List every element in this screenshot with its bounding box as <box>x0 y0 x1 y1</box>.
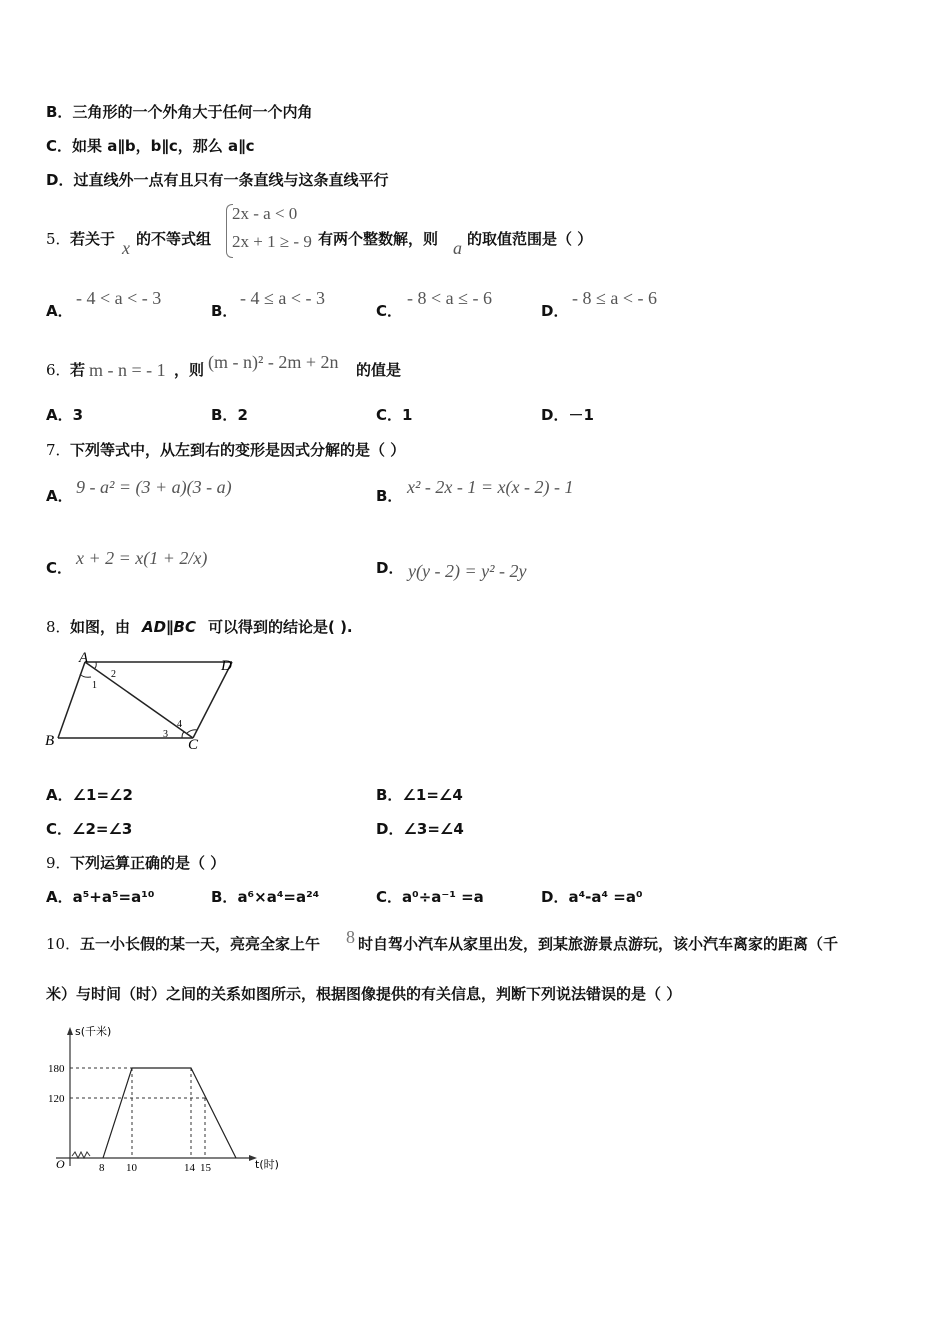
q6-option-b <box>211 405 248 425</box>
angle-label-2: 2 <box>111 669 116 680</box>
q5-text-end: 的取值范围是（ ） <box>467 230 593 248</box>
angle-label-3: 3 <box>163 729 168 740</box>
option-text: a⁵+a⁵=a¹⁰ <box>72 888 155 906</box>
x-tick-10: 10 <box>126 1162 137 1174</box>
vertex-b: B <box>45 733 55 749</box>
q5-option-c-letter: C． <box>376 302 403 320</box>
q5-option-c-expr: - 8 < a ≤ - 6 <box>407 288 493 308</box>
x-tick-8: 8 <box>99 1162 105 1174</box>
q7-option-a-expr: 9 - a² = (3 + a)(3 - a) <box>76 477 232 497</box>
q4-option-c <box>46 136 254 156</box>
q8-option-c <box>46 819 132 839</box>
option-text: ∠1=∠2 <box>72 786 133 804</box>
option-letter: B． <box>376 786 403 804</box>
option-letter: A． <box>46 786 73 804</box>
q6-option-a <box>46 405 83 425</box>
q6-number: 6． <box>46 361 71 379</box>
x-tick-15: 15 <box>200 1162 211 1174</box>
q5-option-b-expr: - 4 ≤ a < - 3 <box>240 288 326 308</box>
vertex-c: C <box>188 737 199 753</box>
angle-label-1: 1 <box>92 680 97 691</box>
q6-text-mid: ，则 <box>174 361 205 379</box>
option-text: a⁶×a⁴=a²⁴ <box>237 888 320 906</box>
q7-option-c-letter: C． <box>46 559 73 577</box>
x-tick-14: 14 <box>184 1162 195 1174</box>
option-letter: D． <box>376 820 404 838</box>
option-letter: D． <box>541 888 569 906</box>
q6-text-pre: 若 <box>70 361 86 379</box>
q7-option-c-text: x + 2 = x(1 + 2/x) <box>76 548 208 568</box>
q5-option-d-letter: D． <box>541 302 569 320</box>
option-letter: B． <box>211 888 238 906</box>
q5-var-a: a <box>453 238 462 258</box>
option-text: 如果 a∥b，b∥c，那么 a∥c <box>72 137 255 155</box>
distance-time-graph <box>48 1018 293 1178</box>
q5-option-a-expr: - 4 < a < - 3 <box>76 288 162 308</box>
q8-option-d <box>376 819 464 839</box>
q7-option-b-expr: x² - 2x - 1 = x(x - 2) - 1 <box>407 477 574 497</box>
q7-option-d-expr: y(y - 2) = y² - 2y <box>408 561 527 581</box>
option-value: 2 <box>237 406 248 424</box>
option-letter: A． <box>46 888 73 906</box>
q9-option-c <box>376 887 484 907</box>
q6-expression: (m - n)² - 2m + 2n <box>208 352 339 372</box>
q9-option-a <box>46 887 154 907</box>
q6-text-end: 的值是 <box>356 361 402 379</box>
q5-text-post: 有两个整数解，则 <box>318 230 439 248</box>
x-axis-label: t(时) <box>255 1158 279 1171</box>
origin-label: O <box>56 1157 65 1171</box>
q5-inequality-1: 2x - a < 0 <box>232 204 298 223</box>
vertex-a: A <box>79 650 89 666</box>
q5-number: 5． <box>46 230 71 248</box>
q10-hour: 8 <box>346 927 355 947</box>
angle-label-4: 4 <box>177 719 182 730</box>
option-letter: C． <box>46 137 73 155</box>
option-text: 过直线外一点有且只有一条直线与这条直线平行 <box>73 171 389 189</box>
q5-text-mid: 的不等式组 <box>136 230 212 248</box>
q8-text-pre: 如图，由 <box>70 618 131 636</box>
option-value: 3 <box>72 406 84 424</box>
q7-stem: 下列等式中，从左到右的变形是因式分解的是（ ） <box>70 441 406 459</box>
option-letter: B． <box>211 406 238 424</box>
q8-condition: AD∥BC <box>142 618 197 636</box>
option-letter: A． <box>46 406 73 424</box>
q4-option-b <box>46 102 312 122</box>
q10-line2: 米）与时间（时）之间的关系如图所示，根据图像提供的有关信息，判断下列说法错误的是（ ） <box>46 985 682 1003</box>
y-tick-120: 120 <box>48 1093 65 1105</box>
q9-option-b <box>211 887 319 907</box>
q6-condition: m - n = - 1 <box>89 360 166 380</box>
q5-var-x: x <box>122 238 130 258</box>
parallelogram-figure <box>40 650 250 755</box>
distance-line <box>103 1068 236 1158</box>
option-letter: B． <box>46 103 73 121</box>
vertex-d: D <box>221 658 232 674</box>
option-letter: C． <box>46 820 73 838</box>
q10-line1-a: 五一小长假的某一天，亮亮全家上午 <box>80 935 321 953</box>
q6-option-d <box>541 405 594 425</box>
q5-option-b-letter: B． <box>211 302 238 320</box>
y-axis-arrow <box>67 1027 73 1035</box>
option-text: ∠3=∠4 <box>403 820 464 838</box>
q5-option-a-letter: A． <box>46 302 73 320</box>
q9-number: 9． <box>46 854 71 872</box>
q8-number: 8． <box>46 618 71 636</box>
q9-stem: 下列运算正确的是（ ） <box>70 854 226 872</box>
q7-option-c-expr <box>76 535 206 581</box>
q5-inequality-2: 2x + 1 ≥ - 9 <box>232 232 312 251</box>
option-letter: D． <box>541 406 569 424</box>
option-letter: D． <box>46 171 74 189</box>
option-text: 三角形的一个外角大于任何一个内角 <box>72 103 313 121</box>
q10-number: 10． <box>46 935 81 953</box>
q7-number: 7． <box>46 441 71 459</box>
option-text: a⁴-a⁴ =a⁰ <box>568 888 643 906</box>
q7-option-d-letter: D． <box>376 559 404 577</box>
axis-break <box>72 1152 90 1158</box>
option-text: ∠1=∠4 <box>402 786 463 804</box>
q8-text-end: 可以得到的结论是( ). <box>208 618 353 636</box>
option-value: 1 <box>402 406 413 424</box>
q8-option-b <box>376 785 463 805</box>
q4-option-d <box>46 170 388 190</box>
option-text: ∠2=∠3 <box>72 820 133 838</box>
y-axis-label: s(千米) <box>75 1025 112 1038</box>
option-text: a⁰÷a⁻¹ =a <box>402 888 484 906</box>
q5-text-pre: 若关于 <box>70 230 116 248</box>
option-letter: C． <box>376 888 403 906</box>
q9-option-d <box>541 887 643 907</box>
q7-option-b-letter: B． <box>376 487 403 505</box>
q5-option-d-expr: - 8 ≤ a < - 6 <box>572 288 658 308</box>
q8-option-a <box>46 785 133 805</box>
side-ab <box>58 662 85 738</box>
q10-line1-b: 时自驾小汽车从家里出发，到某旅游景点游玩，该小汽车离家的距离（千 <box>358 935 839 953</box>
q7-option-a-letter: A． <box>46 487 73 505</box>
arc-angle-1 <box>80 674 91 677</box>
option-value: －1 <box>568 406 594 424</box>
q6-option-c <box>376 405 412 425</box>
option-letter: C． <box>376 406 403 424</box>
y-tick-180: 180 <box>48 1063 65 1075</box>
